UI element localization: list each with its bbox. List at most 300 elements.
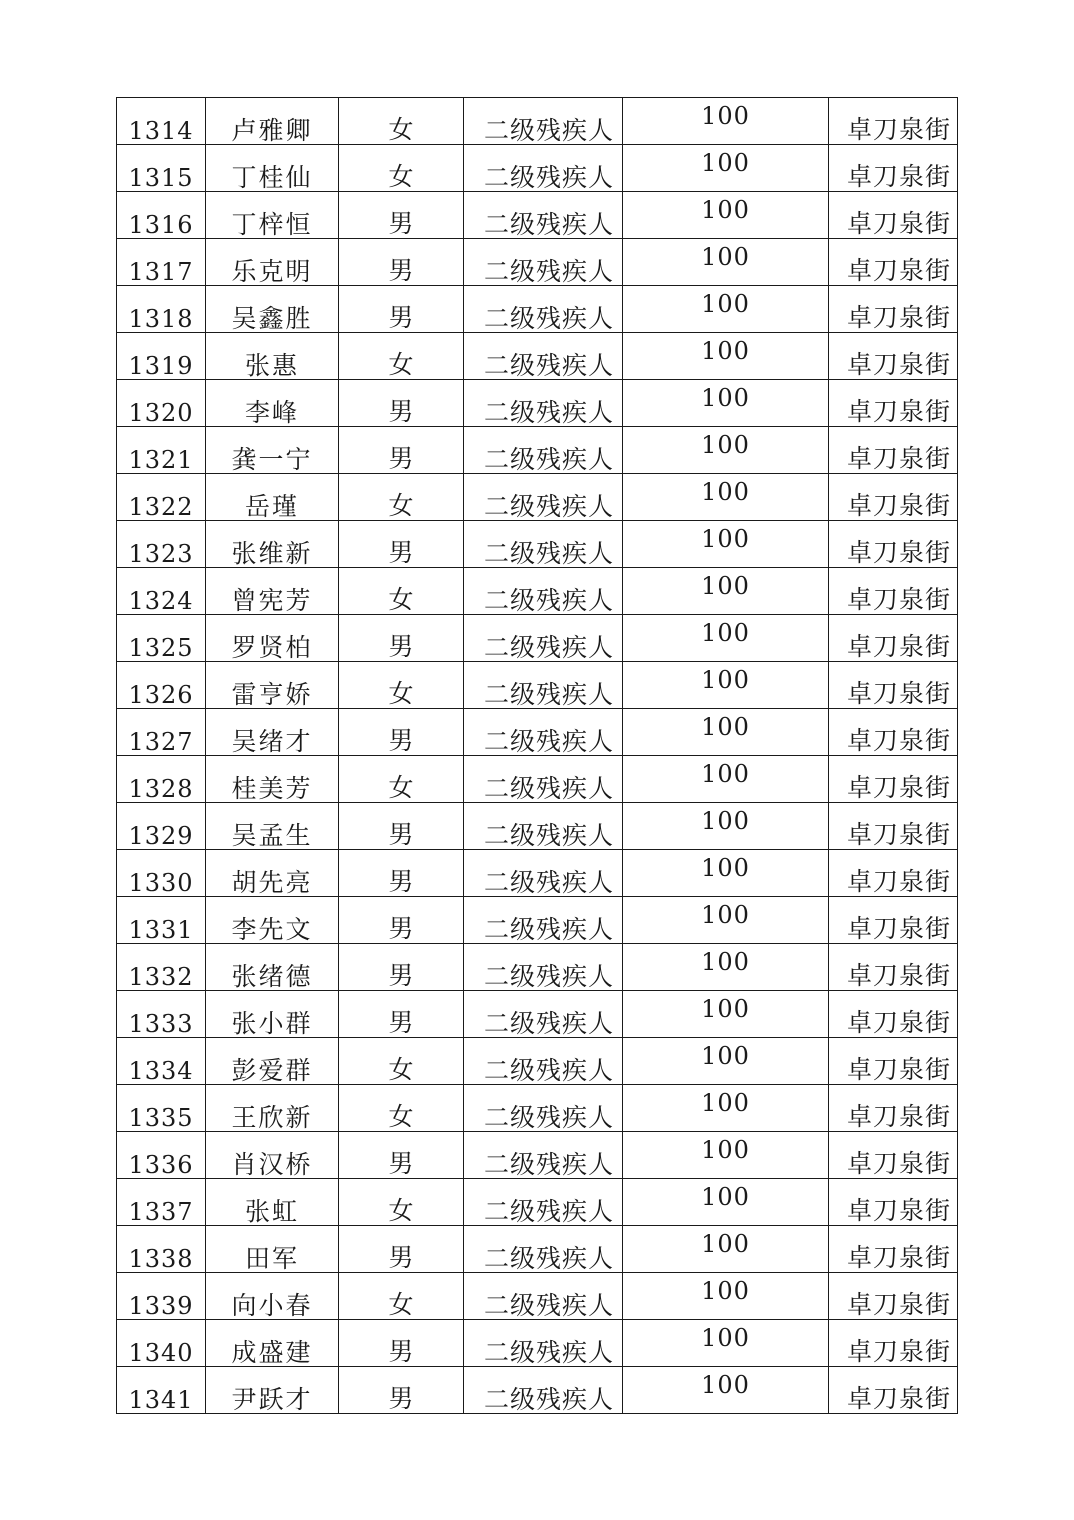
row-number-cell xyxy=(117,1132,206,1179)
table-row xyxy=(117,1367,958,1414)
sex-cell xyxy=(339,615,464,662)
person-name: 彭爱群 xyxy=(231,1055,313,1085)
table-row xyxy=(117,991,958,1038)
row-number: 1338 xyxy=(128,1244,194,1273)
row-number: 1336 xyxy=(128,1150,194,1179)
table-row xyxy=(117,756,958,803)
disability-level: 二级残疾人 xyxy=(483,1384,614,1414)
sex-cell xyxy=(339,286,464,333)
disability-level-cell xyxy=(464,1320,623,1367)
person-name: 田军 xyxy=(244,1243,299,1273)
disability-level-cell xyxy=(464,474,623,521)
person-name: 乐克明 xyxy=(231,256,313,286)
row-number: 1341 xyxy=(128,1385,194,1414)
person-name-cell xyxy=(206,1132,339,1179)
person-name: 李先文 xyxy=(231,914,313,944)
disability-level-cell xyxy=(464,897,623,944)
amount-cell xyxy=(623,662,829,709)
table-row xyxy=(117,1085,958,1132)
row-number: 1315 xyxy=(128,163,194,192)
amount-cell xyxy=(623,568,829,615)
disability-level-cell xyxy=(464,145,623,192)
row-number: 1317 xyxy=(128,257,194,286)
person-name-cell xyxy=(206,286,339,333)
disability-level: 二级残疾人 xyxy=(483,256,614,286)
person-name-cell xyxy=(206,662,339,709)
row-number: 1318 xyxy=(128,304,194,333)
row-number-cell xyxy=(117,803,206,850)
row-number: 1325 xyxy=(128,633,194,662)
row-number-cell xyxy=(117,709,206,756)
street-cell xyxy=(829,1085,958,1132)
disability-level: 二级残疾人 xyxy=(483,1337,614,1367)
person-name: 桂美芳 xyxy=(231,773,313,803)
amount-cell xyxy=(623,1179,829,1226)
sex-cell xyxy=(339,1367,464,1414)
street: 卓刀泉街 xyxy=(846,725,951,755)
disability-level: 二级残疾人 xyxy=(483,1196,614,1226)
amount: 100 xyxy=(701,1323,750,1352)
table-row xyxy=(117,239,958,286)
row-number-cell xyxy=(117,1320,206,1367)
row-number-cell xyxy=(117,615,206,662)
sex: 男 xyxy=(388,725,414,755)
amount-cell xyxy=(623,897,829,944)
amount: 100 xyxy=(701,947,750,976)
street: 卓刀泉街 xyxy=(846,1336,951,1366)
person-name-cell xyxy=(206,1038,339,1085)
person-name: 吴绪才 xyxy=(231,726,313,756)
table-row xyxy=(117,145,958,192)
disability-level-cell xyxy=(464,1367,623,1414)
sex-cell xyxy=(339,1085,464,1132)
row-number: 1316 xyxy=(128,210,194,239)
street-cell xyxy=(829,239,958,286)
person-name: 尹跃才 xyxy=(231,1384,313,1414)
street: 卓刀泉街 xyxy=(846,349,951,379)
street: 卓刀泉街 xyxy=(846,1195,951,1225)
sex: 女 xyxy=(388,1289,414,1319)
amount: 100 xyxy=(701,665,750,694)
disability-level: 二级残疾人 xyxy=(483,303,614,333)
disability-level-cell xyxy=(464,615,623,662)
row-number: 1335 xyxy=(128,1103,194,1132)
person-name: 罗贤柏 xyxy=(231,632,313,662)
row-number: 1340 xyxy=(128,1338,194,1367)
row-number: 1319 xyxy=(128,351,194,380)
disability-level: 二级残疾人 xyxy=(483,632,614,662)
disability-level: 二级残疾人 xyxy=(483,115,614,145)
disability-level: 二级残疾人 xyxy=(483,1243,614,1273)
amount: 100 xyxy=(701,806,750,835)
street-cell xyxy=(829,1273,958,1320)
sex: 男 xyxy=(388,255,414,285)
disability-level-cell xyxy=(464,427,623,474)
roster-table-body xyxy=(117,98,958,1414)
amount: 100 xyxy=(701,712,750,741)
row-number-cell xyxy=(117,474,206,521)
person-name-cell xyxy=(206,709,339,756)
disability-level-cell xyxy=(464,709,623,756)
amount-cell xyxy=(623,98,829,145)
row-number-cell xyxy=(117,239,206,286)
sex: 男 xyxy=(388,1007,414,1037)
street-cell xyxy=(829,333,958,380)
disability-level-cell xyxy=(464,333,623,380)
row-number-cell xyxy=(117,145,206,192)
row-number: 1332 xyxy=(128,962,194,991)
table-row xyxy=(117,662,958,709)
street: 卓刀泉街 xyxy=(846,255,951,285)
table-row xyxy=(117,427,958,474)
sex: 女 xyxy=(388,1101,414,1131)
table-row xyxy=(117,521,958,568)
disability-level: 二级残疾人 xyxy=(483,914,614,944)
table-row xyxy=(117,1179,958,1226)
street: 卓刀泉街 xyxy=(846,1148,951,1178)
disability-level-cell xyxy=(464,1132,623,1179)
person-name: 张惠 xyxy=(244,350,299,380)
disability-level: 二级残疾人 xyxy=(483,820,614,850)
person-name-cell xyxy=(206,756,339,803)
sex-cell xyxy=(339,1226,464,1273)
amount: 100 xyxy=(701,618,750,647)
row-number-cell xyxy=(117,944,206,991)
sex-cell xyxy=(339,427,464,474)
row-number: 1330 xyxy=(128,868,194,897)
street: 卓刀泉街 xyxy=(846,396,951,426)
sex-cell xyxy=(339,709,464,756)
person-name-cell xyxy=(206,98,339,145)
street: 卓刀泉街 xyxy=(846,960,951,990)
row-number-cell xyxy=(117,427,206,474)
amount-cell xyxy=(623,991,829,1038)
amount-cell xyxy=(623,756,829,803)
amount-cell xyxy=(623,615,829,662)
sex: 女 xyxy=(388,1054,414,1084)
row-number: 1333 xyxy=(128,1009,194,1038)
sex-cell xyxy=(339,1132,464,1179)
row-number: 1337 xyxy=(128,1197,194,1226)
disability-level-cell xyxy=(464,521,623,568)
sex: 男 xyxy=(388,866,414,896)
street: 卓刀泉街 xyxy=(846,537,951,567)
person-name-cell xyxy=(206,897,339,944)
disability-level: 二级残疾人 xyxy=(483,1055,614,1085)
amount: 100 xyxy=(701,477,750,506)
street: 卓刀泉街 xyxy=(846,1007,951,1037)
table-row xyxy=(117,474,958,521)
row-number-cell xyxy=(117,286,206,333)
sex: 男 xyxy=(388,960,414,990)
person-name-cell xyxy=(206,521,339,568)
row-number-cell xyxy=(117,380,206,427)
disability-level-cell xyxy=(464,98,623,145)
sex-cell xyxy=(339,192,464,239)
disability-level: 二级残疾人 xyxy=(483,679,614,709)
sex: 女 xyxy=(388,1195,414,1225)
amount: 100 xyxy=(701,571,750,600)
person-name: 丁梓恒 xyxy=(231,209,313,239)
person-name: 吴孟生 xyxy=(231,820,313,850)
row-number: 1324 xyxy=(128,586,194,615)
person-name-cell xyxy=(206,944,339,991)
street: 卓刀泉街 xyxy=(846,1242,951,1272)
street-cell xyxy=(829,286,958,333)
sex-cell xyxy=(339,897,464,944)
row-number-cell xyxy=(117,756,206,803)
table-row xyxy=(117,1320,958,1367)
street: 卓刀泉街 xyxy=(846,866,951,896)
disability-level: 二级残疾人 xyxy=(483,444,614,474)
sex: 男 xyxy=(388,1148,414,1178)
disability-level-cell xyxy=(464,1085,623,1132)
person-name-cell xyxy=(206,239,339,286)
sex-cell xyxy=(339,239,464,286)
amount: 100 xyxy=(701,853,750,882)
sex: 男 xyxy=(388,1336,414,1366)
street: 卓刀泉街 xyxy=(846,1101,951,1131)
person-name: 张绪德 xyxy=(231,961,313,991)
person-name: 卢雅卿 xyxy=(231,115,313,145)
amount-cell xyxy=(623,1132,829,1179)
amount: 100 xyxy=(701,101,750,130)
disability-level-cell xyxy=(464,1038,623,1085)
roster-table xyxy=(116,97,958,1414)
street-cell xyxy=(829,192,958,239)
sex: 男 xyxy=(388,208,414,238)
person-name: 曾宪芳 xyxy=(231,585,313,615)
person-name-cell xyxy=(206,427,339,474)
disability-level: 二级残疾人 xyxy=(483,867,614,897)
table-row xyxy=(117,568,958,615)
sex-cell xyxy=(339,521,464,568)
amount-cell xyxy=(623,427,829,474)
row-number-cell xyxy=(117,1085,206,1132)
table-row xyxy=(117,1038,958,1085)
table-row xyxy=(117,192,958,239)
row-number: 1323 xyxy=(128,539,194,568)
row-number: 1322 xyxy=(128,492,194,521)
row-number-cell xyxy=(117,1038,206,1085)
amount-cell xyxy=(623,1367,829,1414)
person-name: 张维新 xyxy=(231,538,313,568)
street-cell xyxy=(829,944,958,991)
row-number: 1328 xyxy=(128,774,194,803)
person-name: 李峰 xyxy=(244,397,299,427)
row-number-cell xyxy=(117,1367,206,1414)
disability-level-cell xyxy=(464,286,623,333)
person-name: 张小群 xyxy=(231,1008,313,1038)
row-number-cell xyxy=(117,991,206,1038)
disability-level: 二级残疾人 xyxy=(483,1290,614,1320)
person-name: 肖汉桥 xyxy=(231,1149,313,1179)
disability-level-cell xyxy=(464,991,623,1038)
table-row xyxy=(117,944,958,991)
amount-cell xyxy=(623,521,829,568)
street-cell xyxy=(829,521,958,568)
row-number: 1339 xyxy=(128,1291,194,1320)
street-cell xyxy=(829,1367,958,1414)
person-name-cell xyxy=(206,568,339,615)
sex: 男 xyxy=(388,1383,414,1413)
disability-level: 二级残疾人 xyxy=(483,1102,614,1132)
amount: 100 xyxy=(701,1276,750,1305)
amount: 100 xyxy=(701,383,750,412)
street-cell xyxy=(829,1226,958,1273)
person-name: 王欣新 xyxy=(231,1102,313,1132)
row-number-cell xyxy=(117,333,206,380)
person-name-cell xyxy=(206,1320,339,1367)
street-cell xyxy=(829,98,958,145)
amount-cell xyxy=(623,1038,829,1085)
person-name: 龚一宁 xyxy=(231,444,313,474)
amount: 100 xyxy=(701,1229,750,1258)
table-row xyxy=(117,380,958,427)
row-number-cell xyxy=(117,521,206,568)
street: 卓刀泉街 xyxy=(846,302,951,332)
row-number-cell xyxy=(117,897,206,944)
sex: 男 xyxy=(388,537,414,567)
row-number: 1327 xyxy=(128,727,194,756)
street: 卓刀泉街 xyxy=(846,584,951,614)
sex: 男 xyxy=(388,443,414,473)
row-number: 1329 xyxy=(128,821,194,850)
sex-cell xyxy=(339,756,464,803)
table-row xyxy=(117,333,958,380)
sex-cell xyxy=(339,1179,464,1226)
person-name-cell xyxy=(206,333,339,380)
sex: 男 xyxy=(388,913,414,943)
amount: 100 xyxy=(701,289,750,318)
street: 卓刀泉街 xyxy=(846,114,951,144)
amount-cell xyxy=(623,192,829,239)
disability-level: 二级残疾人 xyxy=(483,491,614,521)
amount: 100 xyxy=(701,1088,750,1117)
street: 卓刀泉街 xyxy=(846,772,951,802)
row-number: 1326 xyxy=(128,680,194,709)
row-number-cell xyxy=(117,192,206,239)
table-row xyxy=(117,615,958,662)
person-name-cell xyxy=(206,1179,339,1226)
sex-cell xyxy=(339,568,464,615)
sex-cell xyxy=(339,1038,464,1085)
sex-cell xyxy=(339,380,464,427)
sex: 女 xyxy=(388,584,414,614)
street-cell xyxy=(829,427,958,474)
sex-cell xyxy=(339,662,464,709)
amount: 100 xyxy=(701,336,750,365)
amount-cell xyxy=(623,850,829,897)
person-name: 成盛建 xyxy=(231,1337,313,1367)
amount: 100 xyxy=(701,1041,750,1070)
sex: 女 xyxy=(388,161,414,191)
amount-cell xyxy=(623,474,829,521)
disability-level: 二级残疾人 xyxy=(483,585,614,615)
sex-cell xyxy=(339,474,464,521)
amount-cell xyxy=(623,145,829,192)
table-row xyxy=(117,1226,958,1273)
disability-level: 二级残疾人 xyxy=(483,538,614,568)
person-name: 雷亨娇 xyxy=(231,679,313,709)
sex: 女 xyxy=(388,114,414,144)
sex-cell xyxy=(339,333,464,380)
row-number-cell xyxy=(117,850,206,897)
row-number: 1321 xyxy=(128,445,194,474)
row-number-cell xyxy=(117,1226,206,1273)
street-cell xyxy=(829,474,958,521)
row-number: 1320 xyxy=(128,398,194,427)
street: 卓刀泉街 xyxy=(846,161,951,191)
street-cell xyxy=(829,1038,958,1085)
person-name-cell xyxy=(206,803,339,850)
sex-cell xyxy=(339,803,464,850)
row-number-cell xyxy=(117,1179,206,1226)
person-name: 向小春 xyxy=(231,1290,313,1320)
table-row xyxy=(117,803,958,850)
sex-cell xyxy=(339,1320,464,1367)
row-number: 1334 xyxy=(128,1056,194,1085)
person-name-cell xyxy=(206,1367,339,1414)
disability-level: 二级残疾人 xyxy=(483,961,614,991)
person-name-cell xyxy=(206,145,339,192)
amount-cell xyxy=(623,709,829,756)
table-row xyxy=(117,709,958,756)
amount: 100 xyxy=(701,1135,750,1164)
sex: 男 xyxy=(388,1242,414,1272)
disability-level-cell xyxy=(464,1273,623,1320)
street-cell xyxy=(829,709,958,756)
street-cell xyxy=(829,897,958,944)
amount: 100 xyxy=(701,430,750,459)
disability-level-cell xyxy=(464,1179,623,1226)
disability-level-cell xyxy=(464,756,623,803)
sex-cell xyxy=(339,1273,464,1320)
amount: 100 xyxy=(701,994,750,1023)
street-cell xyxy=(829,803,958,850)
street-cell xyxy=(829,756,958,803)
street: 卓刀泉街 xyxy=(846,1289,951,1319)
disability-level-cell xyxy=(464,850,623,897)
person-name: 张虹 xyxy=(244,1196,299,1226)
disability-level: 二级残疾人 xyxy=(483,350,614,380)
row-number: 1314 xyxy=(128,116,194,145)
person-name-cell xyxy=(206,1226,339,1273)
street-cell xyxy=(829,991,958,1038)
amount-cell xyxy=(623,1085,829,1132)
disability-level-cell xyxy=(464,803,623,850)
amount: 100 xyxy=(701,759,750,788)
amount-cell xyxy=(623,239,829,286)
street-cell xyxy=(829,850,958,897)
street-cell xyxy=(829,145,958,192)
row-number-cell xyxy=(117,98,206,145)
street: 卓刀泉街 xyxy=(846,819,951,849)
table-row xyxy=(117,850,958,897)
person-name-cell xyxy=(206,615,339,662)
sex-cell xyxy=(339,850,464,897)
amount: 100 xyxy=(701,195,750,224)
table-row xyxy=(117,1132,958,1179)
street-cell xyxy=(829,615,958,662)
disability-level: 二级残疾人 xyxy=(483,773,614,803)
disability-level-cell xyxy=(464,239,623,286)
row-number-cell xyxy=(117,662,206,709)
row-number-cell xyxy=(117,568,206,615)
street: 卓刀泉街 xyxy=(846,490,951,520)
amount-cell xyxy=(623,333,829,380)
amount: 100 xyxy=(701,242,750,271)
